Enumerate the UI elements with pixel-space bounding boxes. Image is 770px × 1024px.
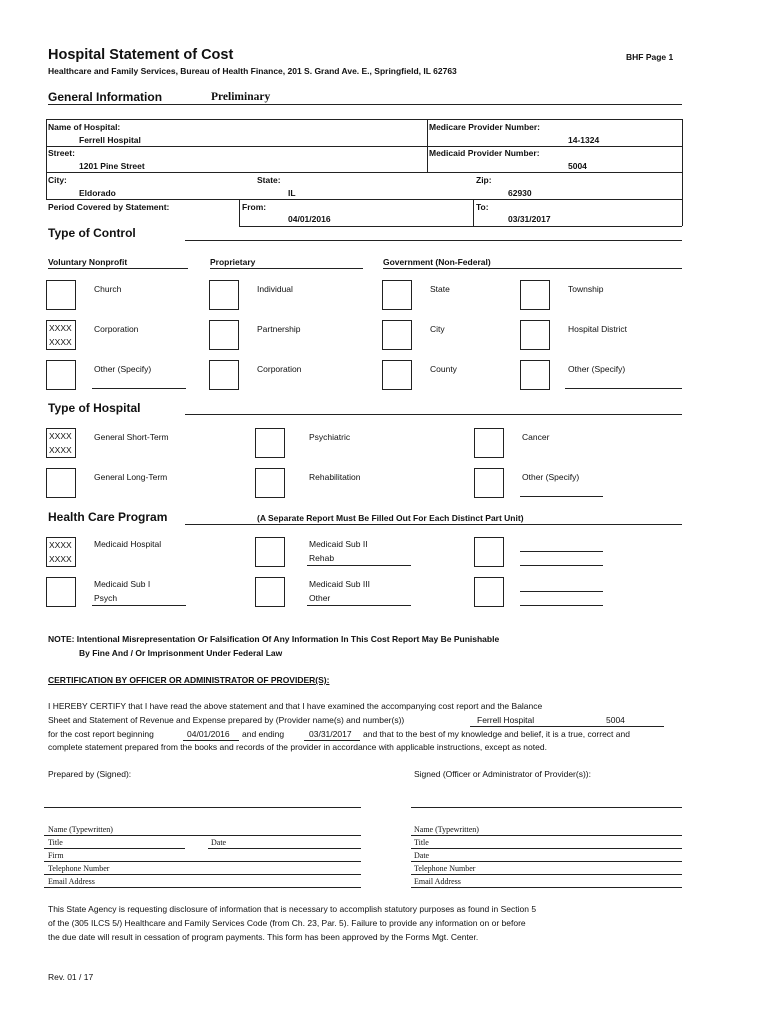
medicaid-hospital-label: Medicaid Hospital [94,539,162,549]
period-label: Period Covered by Statement: [48,202,170,212]
medicaid-sub2-type: Rehab [309,553,335,563]
other-hospital-checkbox[interactable] [474,468,504,498]
check-mark: XXXX [49,445,72,455]
signed-by-label: Signed (Officer or Administrator of Provider(s)): [414,769,591,779]
begin-date-value: 04/01/2016 [187,729,230,739]
certification-line-3a: for the cost report beginning [48,729,154,739]
underline [183,740,239,741]
field-line[interactable] [208,848,361,849]
end-date-value: 03/31/2017 [309,729,352,739]
certification-line-3c: and that to the best of my knowledge and belief, it is a true, correct and [363,729,630,739]
prepared-signature-line[interactable] [44,807,361,808]
program-heading: Health Care Program [48,510,168,524]
individual-checkbox[interactable] [209,280,239,310]
corporation-label: Corporation [94,324,139,334]
cancer-label: Cancer [522,432,550,442]
field-line[interactable] [411,835,682,836]
officer-signature-line[interactable] [411,807,682,808]
medicare-number-value: 14-1324 [568,135,600,145]
medicaid-sub3-type: Other [309,593,331,603]
psychiatric-label: Psychiatric [309,432,351,442]
field-line[interactable] [44,835,361,836]
state-gov-label: State [430,284,450,294]
underline [304,740,360,741]
county-label: County [430,364,457,374]
hospital-type-heading: Type of Hospital [48,401,141,415]
to-value: 03/31/2017 [508,214,551,224]
underline [383,268,682,269]
title-label: Title [48,838,63,847]
provider-name-value: Ferrell Hospital [477,715,535,725]
state-value: IL [288,188,296,198]
prepared-by-label: Prepared by (Signed): [48,769,132,779]
church-checkbox[interactable] [46,280,76,310]
other-hospital-label: Other (Specify) [522,472,580,482]
disclosure-line-3: the due date will result in cessation of program payments. This form has been approved by the Forms Mgt. Center. [48,932,479,942]
certification-heading: CERTIFICATION BY OFFICER OR ADMINISTRATOR OF PROVIDER(S): [48,675,330,685]
from-value: 04/01/2016 [288,214,331,224]
field-line[interactable] [44,861,361,862]
other-gov-label: Other (Specify) [568,364,626,374]
city-value: Eldorado [79,188,116,198]
officer-date-label: Date [414,851,430,860]
divider [48,104,682,105]
township-label: Township [568,284,604,294]
medicaid-sub3-label: Medicaid Sub III [309,579,370,589]
county-checkbox[interactable] [382,360,412,390]
hospital-name-value: Ferrell Hospital [79,135,141,145]
underline [307,605,411,606]
other-gov-checkbox[interactable] [520,360,550,390]
medicaid-number-value: 5004 [568,161,587,171]
corporation-proprietary-label: Corporation [257,364,302,374]
city-label: City: [48,175,67,185]
proprietary-header: Proprietary [210,257,256,267]
city-checkbox[interactable] [382,320,412,350]
firm-label: Firm [48,851,64,860]
medicaid-number-label: Medicaid Provider Number: [429,148,540,158]
psychiatric-checkbox[interactable] [255,428,285,458]
medicaid-sub2-label: Medicaid Sub II [309,539,368,549]
individual-label: Individual [257,284,293,294]
certification-line-3b: and ending [242,729,285,739]
corporation-proprietary-checkbox[interactable] [209,360,239,390]
page-subtitle: Healthcare and Family Services, Bureau of Health Finance, 201 S. Grand Ave. E., Springfield, IL 62763 [48,66,457,76]
rehabilitation-checkbox[interactable] [255,468,285,498]
government-header: Government (Non-Federal) [383,257,491,267]
date-label: Date [211,838,227,847]
street-label: Street: [48,148,75,158]
page-title: Hospital Statement of Cost [48,47,234,63]
specify-line[interactable] [520,605,603,606]
divider [185,240,682,241]
township-checkbox[interactable] [520,280,550,310]
specify-line[interactable] [565,388,682,389]
from-label: From: [242,202,267,212]
zip-label: Zip: [476,175,492,185]
to-label: To: [476,202,489,212]
divider [185,414,682,415]
revision-label: Rev. 01 / 17 [48,972,94,982]
note-line-2: By Fine And / Or Imprisonment Under Federal Law [79,648,283,658]
certification-line-2: Sheet and Statement of Revenue and Expense prepared by (Provider name(s) and number(s)) [48,715,405,725]
officer-name-label: Name (Typewritten) [414,825,479,834]
general-long-term-label: General Long-Term [94,472,168,482]
hospital-name-label: Name of Hospital: [48,122,121,132]
field-line[interactable] [44,887,361,888]
specify-line[interactable] [92,388,186,389]
check-mark: XXXX [49,554,72,564]
underline [48,268,188,269]
general-long-term-checkbox[interactable] [46,468,76,498]
field-line[interactable] [411,887,682,888]
general-short-term-label: General Short-Term [94,432,169,442]
medicaid-sub1-checkbox[interactable] [46,577,76,607]
program-note: (A Separate Report Must Be Filled Out For Each Distinct Part Unit) [257,513,524,523]
field-line[interactable] [411,874,682,875]
medicaid-sub1-label: Medicaid Sub I [94,579,151,589]
voluntary-nonprofit-header: Voluntary Nonprofit [48,257,128,267]
provider-line [470,726,664,727]
cancer-checkbox[interactable] [474,428,504,458]
other-nonprofit-label: Other (Specify) [94,364,152,374]
specify-line[interactable] [520,591,603,592]
field-line[interactable] [411,848,682,849]
certification-line-4: complete statement prepared from the books and records of the provider in accordance with applicable instructions, except as noted. [48,742,547,752]
general-info-heading: General Information [48,90,163,104]
underline [92,605,186,606]
field-line[interactable] [411,861,682,862]
partnership-label: Partnership [257,324,301,334]
specify-line[interactable] [520,496,603,497]
officer-telephone-label: Telephone Number [414,864,476,873]
partnership-checkbox[interactable] [209,320,239,350]
medicaid-sub2-checkbox[interactable] [255,537,285,567]
program-blank-checkbox-2[interactable] [474,577,504,607]
state-checkbox[interactable] [382,280,412,310]
page-label: BHF Page 1 [626,52,674,62]
officer-email-label: Email Address [414,877,461,886]
state-label: State: [257,175,281,185]
medicare-number-label: Medicare Provider Number: [429,122,541,132]
check-mark: XXXX [49,337,72,347]
church-label: Church [94,284,122,294]
hospital-district-label: Hospital District [568,324,628,334]
name-typewritten-label: Name (Typewritten) [48,825,113,834]
certification-line-1: I HEREBY CERTIFY that I have read the above statement and that I have examined the accompanying cost report and the Balance [48,701,543,711]
other-nonprofit-checkbox[interactable] [46,360,76,390]
note-line-1: NOTE: Intentional Misrepresentation Or Falsification Of Any Information In This Cost Report May Be Punishable [48,634,500,644]
city-gov-label: City [430,324,445,334]
disclosure-line-2: of the (305 ILCS 5/) Healthcare and Family Services Code (from Ch. 23, Par. 5). Failure to provide any information on or before [48,918,526,928]
officer-title-label: Title [414,838,429,847]
check-mark: XXXX [49,431,72,441]
check-mark: XXXX [49,540,72,550]
hospital-district-checkbox[interactable] [520,320,550,350]
email-label: Email Address [48,877,95,886]
telephone-label: Telephone Number [48,864,110,873]
program-blank-checkbox-1[interactable] [474,537,504,567]
control-heading: Type of Control [48,226,136,240]
street-value: 1201 Pine Street [79,161,145,171]
rehabilitation-label: Rehabilitation [309,472,361,482]
specify-line[interactable] [520,565,603,566]
underline [307,565,411,566]
zip-value: 62930 [508,188,532,198]
provider-number-value: 5004 [606,715,625,725]
divider [185,524,682,525]
specify-line[interactable] [520,551,603,552]
medicaid-sub1-type: Psych [94,593,118,603]
disclosure-line-1: This State Agency is requesting disclosure of information that is necessary to accomplish statutory purposes as found in Section 5 [48,904,537,914]
field-line[interactable] [44,848,185,849]
check-mark: XXXX [49,323,72,333]
medicaid-sub3-checkbox[interactable] [255,577,285,607]
report-status: Preliminary [211,91,271,103]
field-line[interactable] [44,874,361,875]
underline [210,268,363,269]
